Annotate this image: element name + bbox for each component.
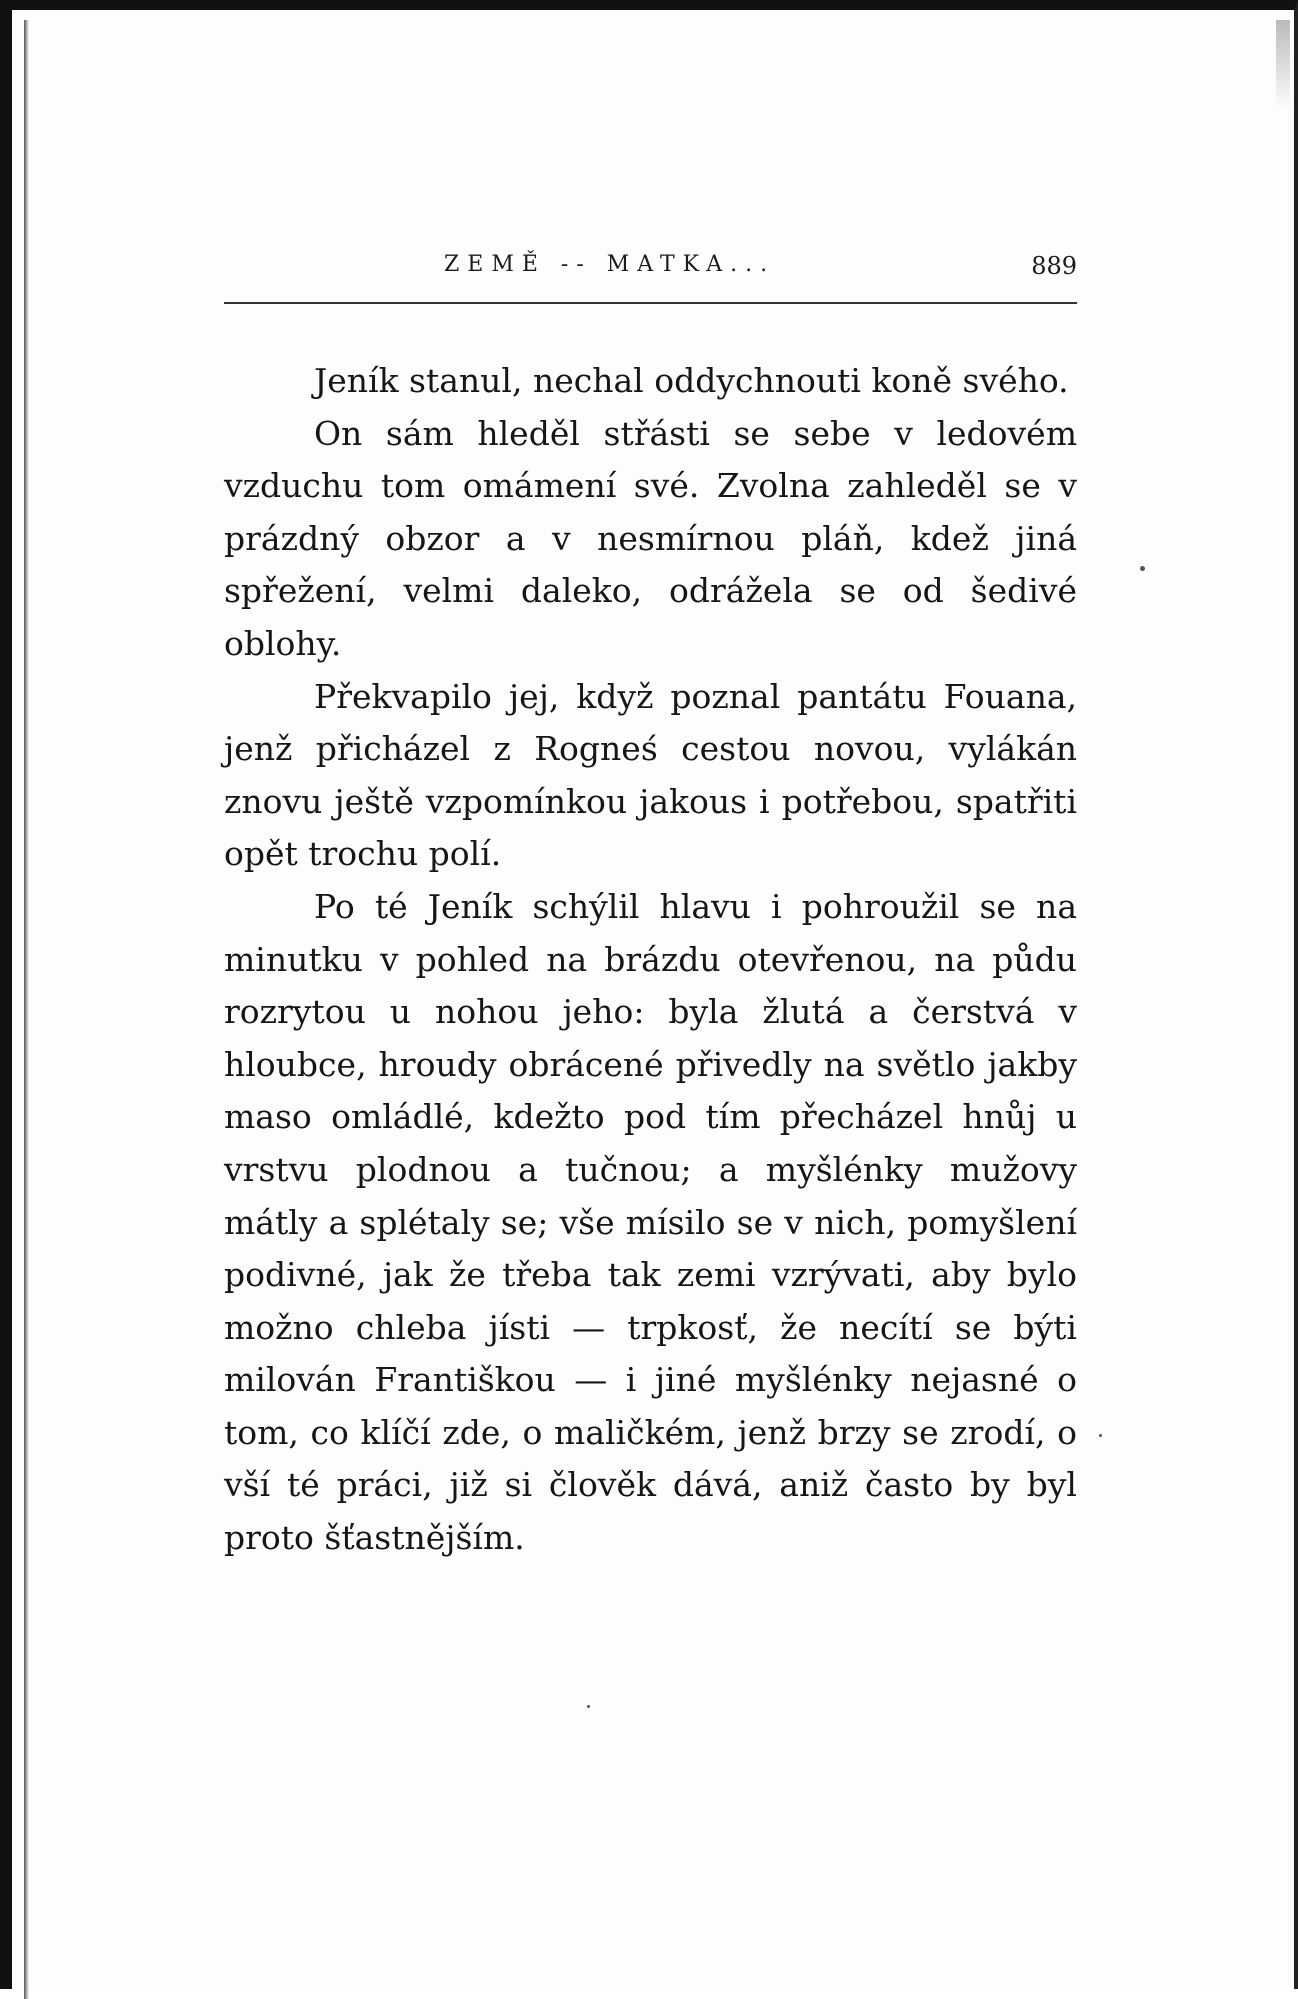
paragraph: Jeník stanul, nechal oddychnouti koně svého. <box>314 361 1069 400</box>
paragraph: On sám hleděl střásti se sebe v ledovém vzduchu tom omámení své. Zvolna zahleděl se v prázdný obzor a v nesmírnou pláň, kdež jiná spřežení, velmi daleko, odrážela se od šedivé oblohy. <box>224 413 1077 663</box>
ink-speck <box>587 1705 590 1708</box>
page-number: 889 <box>1031 252 1077 280</box>
page-edge-shadow <box>1276 20 1290 110</box>
header-rule <box>224 302 1077 304</box>
body-text <box>224 355 1077 1565</box>
running-head <box>224 240 1077 300</box>
ink-speck <box>1140 566 1145 571</box>
binding-shadow <box>24 20 29 1999</box>
page-content <box>224 240 1077 1558</box>
ink-speck <box>1099 1434 1102 1437</box>
paragraph: Po té Jeník schýlil hlavu i pohroužil se na minutku v pohled na brázdu otevřenou, na půdu rozrytou u nohou jeho: byla žlutá a čerstvá v hloubce, hroudy obrácené přivedly na světlo jakby maso omládlé, kdežto pod tím přecházel hnůj u vrstvu plodnou a tučnou; a myšlénky mužovy mátly a splétaly se; vše mísilo se v nich, pomyšlení podivné, jak že třeba tak zemi vzrývati, aby bylo možno chleba jísti — trpkosť, že necítí se býti milován Františkou — i jiné myšlénky nejasné o tom, co klíčí zde, o maličkém, jenž brzy se zrodí, o vší té práci, již si člověk dává, aniž často by byl proto šťastnějším. <box>224 886 1077 1558</box>
paragraph: Překvapilo jej, když poznal pantátu Fouana, jenž přicházel z Rogneś cestou novou, vylákán znovu ještě vzpomínkou jakous i potřebou, spatřiti opět trochu polí. <box>224 676 1077 874</box>
running-head-title: ZEMĚ -- MATKA... <box>444 252 776 277</box>
